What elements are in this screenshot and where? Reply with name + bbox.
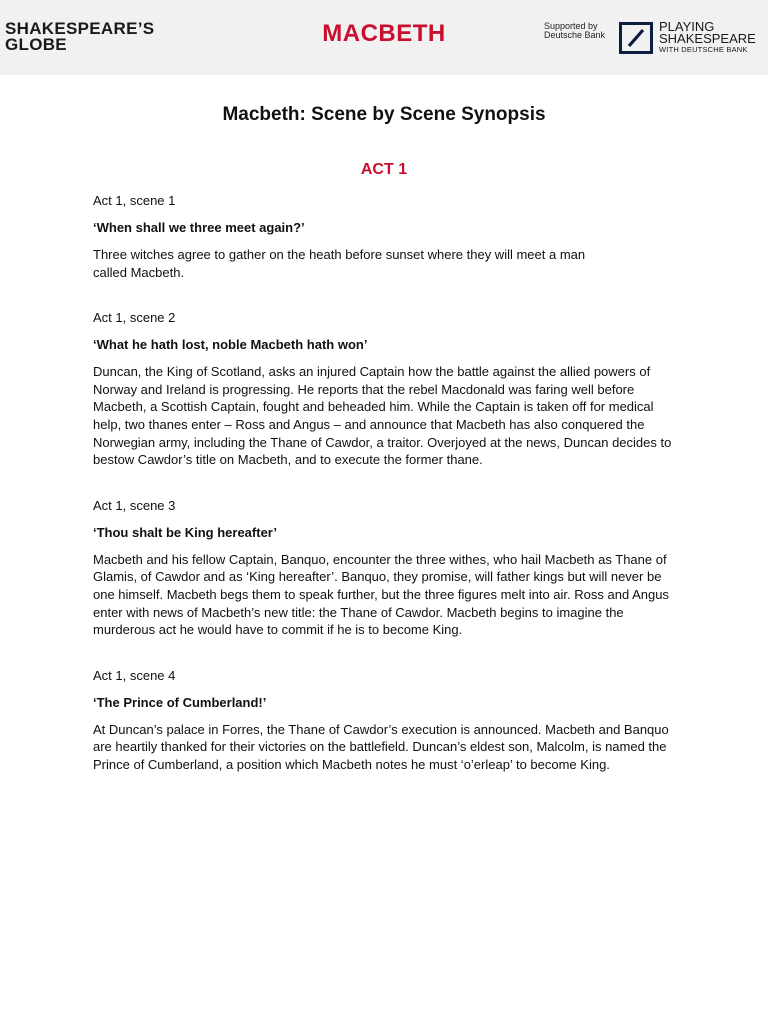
scene-label: Act 1, scene 2: [93, 310, 176, 326]
play-title: MACBETH: [322, 20, 446, 47]
scene-label: Act 1, scene 1: [93, 193, 176, 208]
document-title: Macbeth: Scene by Scene Synopsis: [222, 104, 546, 125]
scene-list: [93, 192, 675, 802]
scene-section: [93, 667, 675, 774]
page-header: [0, 0, 768, 75]
sponsor-line-3: WITH DEUTSCHE BANK: [659, 45, 748, 54]
deutsche-bank-slash-icon: [619, 22, 653, 54]
sponsor-line-2: SHAKESPEARE: [659, 31, 756, 46]
scene-section: [93, 192, 675, 281]
sponsor-line-1: PLAYING: [659, 19, 715, 34]
scene-label: Act 1, scene 4: [93, 667, 176, 683]
scene-synopsis: At Duncan’s palace in Forres, the Thane of Cawdor’s execution is announced. Macbeth and Banquo are heartily thanked for their victories on the battlefield. Duncan’s eldest son, Malcolm, is named the Prince of Cumberland, a position which Macbeth notes he must ‘o’erleap’ to become King.: [93, 721, 669, 772]
scene-synopsis: Macbeth and his fellow Captain, Banquo, encounter the three withes, who hail Macbeth as Thane of Glamis, of Cawdor and as ‘King hereafter’. Banquo, they promise, will father kings but will never be one himself. Macbeth begs them to speak further, but the three figures melt into air. Ross and Angus enter with news of Macbeth’s new title: the Thane of Cawdor. Macbeth begins to imagine the murderous act he would have to commit if he is to become King.: [93, 551, 669, 638]
scene-synopsis: Three witches agree to gather on the heath before sunset where they will meet a man called Macbeth.: [93, 247, 586, 280]
globe-logo-line-2: GLOBE: [5, 35, 67, 54]
act-heading: ACT 1: [360, 161, 408, 178]
scene-section: [93, 309, 675, 469]
scene-quote: ‘What he hath lost, noble Macbeth hath won’: [93, 337, 368, 353]
supported-by-line-2: Deutsche Bank: [544, 30, 606, 40]
scene-quote: ‘The Prince of Cumberland!’: [93, 694, 267, 710]
supported-by-text: [544, 22, 605, 40]
scene-section: [93, 497, 675, 639]
globe-logo-line-1: SHAKESPEARE’S: [5, 19, 155, 38]
scene-quote: ‘When shall we three meet again?’: [93, 220, 305, 235]
scene-label: Act 1, scene 3: [93, 497, 176, 513]
scene-quote: ‘Thou shalt be King hereafter’: [93, 524, 277, 540]
scene-synopsis: Duncan, the King of Scotland, asks an injured Captain how the battle against the allied powers of Norway and Ireland is progressing. He reports that the rebel Macdonald was faring well before Macbeth, a Scottish Captain, fought and beheaded him. While the Captain is taken off for medical help, two thanes enter – Ross and Angus – and announce that Macbeth has also conquered the Norwegian army, including the Thane of Cawdor, a traitor. Overjoyed at the news, Duncan decides to bestow Cawdor’s title on Macbeth, and to execute the former thane.: [93, 364, 672, 468]
supported-by-line-1: Supported by: [544, 21, 598, 31]
playing-shakespeare-logo: [659, 21, 756, 54]
